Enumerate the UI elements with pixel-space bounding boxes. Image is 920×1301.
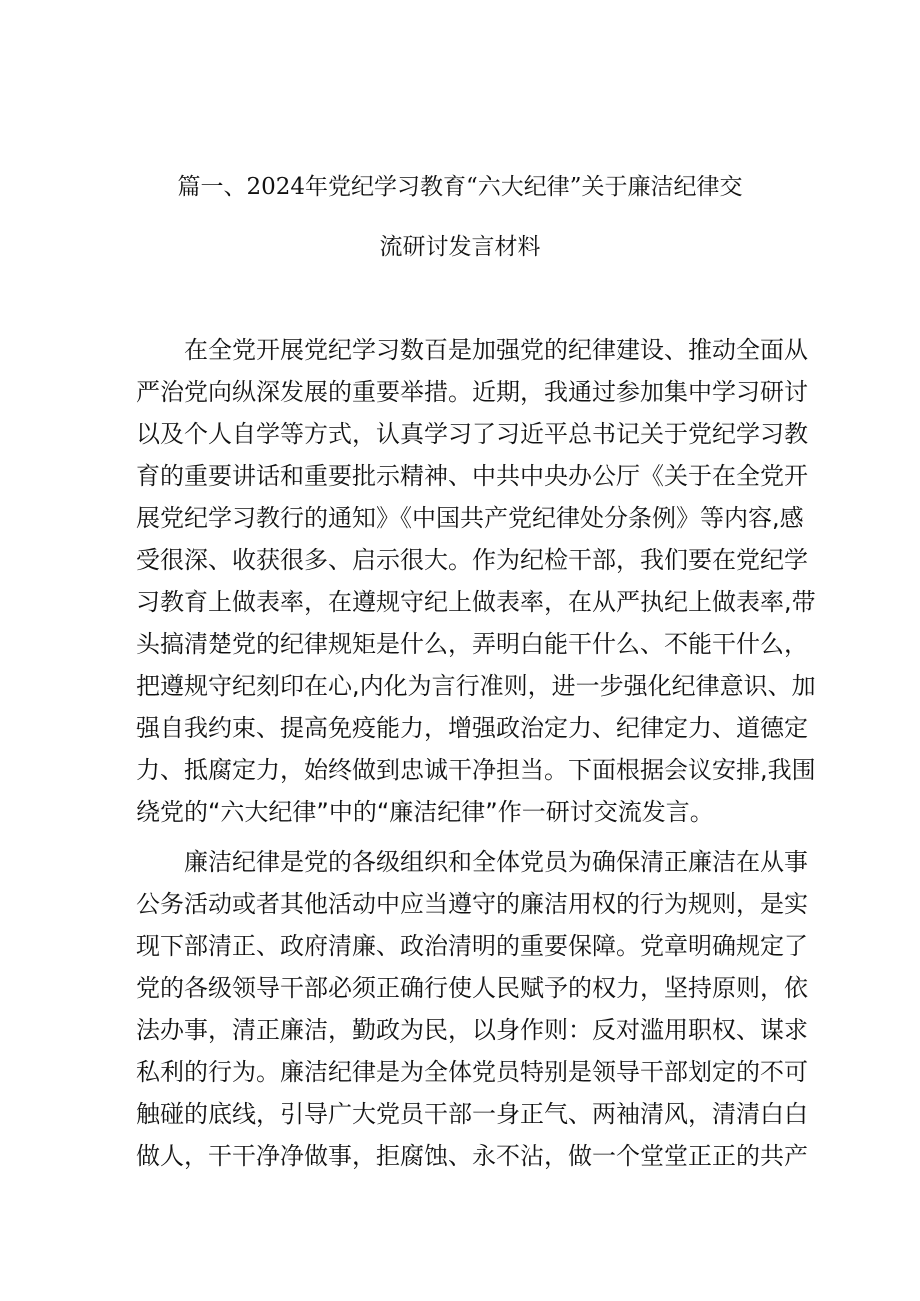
paragraph-1-line-9: 把遵规守纪刻印在心,内化为言行准则，进一步强化纪律意识、加 xyxy=(136,672,816,700)
paragraph-1-line-11: 力、抵腐定力，始终做到忠诚干净担当。下面根据会议安排,我围 xyxy=(136,756,816,784)
paragraph-2-line-8: 做人，干干净净做事，拒腐蚀、永不沾，做一个堂堂正正的共产 xyxy=(136,1142,808,1170)
paragraph-2-line-7: 触碰的底线，引导广大党员干部一身正气、两袖清风，清清白白 xyxy=(136,1100,808,1128)
paragraph-1-line-6: 受很深、收获很多、启示很大。作为纪检干部，我们要在党纪学 xyxy=(136,546,808,574)
paragraph-2-line-2: 公务活动或者其他活动中应当遵守的廉洁用权的行为规则，是实 xyxy=(136,890,808,918)
paragraph-1-line-2: 严治党向纵深发展的重要举措。近期，我通过参加集中学习研讨 xyxy=(136,378,808,406)
paragraph-2-line-3: 现下部清正、政府清廉、政治清明的重要保障。党章明确规定了 xyxy=(136,932,808,960)
paragraph-1-line-1: 在全党开展党纪学习数百是加强党的纪律建设、推动全面从 xyxy=(184,336,808,364)
document-body xyxy=(136,0,816,1301)
document-title-line-2: 流研讨发言材料 xyxy=(379,234,541,260)
paragraph-1-line-12: 绕党的“六大纪律”中的“廉洁纪律”作一研讨交流发言。 xyxy=(136,798,714,826)
paragraph-1-line-3: 以及个人自学等方式，认真学习了习近平总书记关于党纪学习教 xyxy=(136,420,808,448)
paragraph-2-line-6: 私利的行为。廉洁纪律是为全体党员特别是领导干部划定的不可 xyxy=(136,1058,808,1086)
paragraph-1-line-10: 强自我约束、提高免疫能力，增强政治定力、纪律定力、道德定 xyxy=(136,714,808,742)
paragraph-1-line-4: 育的重要讲话和重要批示精神、中共中央办公厅《关于在全党开 xyxy=(136,462,808,490)
paragraph-1-line-7: 习教育上做表率，在遵规守纪上做表率，在从严执纪上做表率,带 xyxy=(136,588,816,616)
paragraph-1-line-8: 头搞清楚党的纪律规矩是什么，弄明白能干什么、不能干什么， xyxy=(136,630,808,658)
document-title-line-1: 篇一、2024年党纪学习教育“六大纪律”关于廉洁纪律交 xyxy=(177,174,743,200)
paragraph-2-line-4: 党的各级领导干部必须正确行使人民赋予的权力，坚持原则，依 xyxy=(136,974,808,1002)
paragraph-2-line-1: 廉洁纪律是党的各级组织和全体党员为确保清正廉洁在从事 xyxy=(184,848,808,876)
paragraph-2-line-5: 法办事，清正廉洁，勤政为民，以身作则：反对滥用职权、谋求 xyxy=(136,1016,808,1044)
paragraph-1-line-5: 展党纪学习教行的通知》《中国共产党纪律处分条例》等内容,感 xyxy=(136,504,804,532)
